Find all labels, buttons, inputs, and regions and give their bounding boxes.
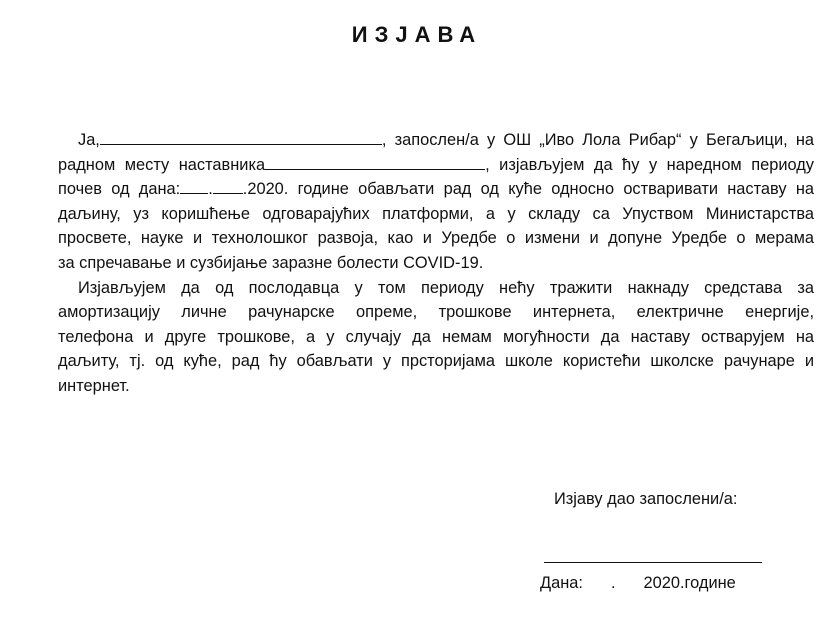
- signature-label: Изјаву дао запослени/а:: [554, 490, 738, 508]
- text-ja: Ја,: [78, 131, 100, 149]
- paragraph-statement: [38, 128, 814, 276]
- paragraph1-line2: [38, 153, 814, 178]
- paragraph2-line4: даљиту, тј. од куће, рад ћу обављати у прсторијама школе користећи школске рачунаре и: [58, 352, 814, 371]
- text-workplace: радном месту наставника: [58, 155, 266, 174]
- workplace-blank: [265, 155, 485, 170]
- paragraph2-line1: Изјављујем да од послодавца у том периоду нећу тражити накнаду средстава за: [78, 278, 814, 297]
- name-blank: [100, 130, 382, 145]
- signature-date-dot: .: [610, 574, 616, 592]
- signature-line: [544, 562, 762, 563]
- text-declare: , изјављујем да ћу у наредном периоду: [485, 155, 814, 174]
- paragraph1-line1: [38, 128, 814, 153]
- document-body: [38, 128, 814, 399]
- paragraph2-line3: телефона и друге трошкове, а у случају да немам могућности да наставу остварујем на: [58, 327, 814, 346]
- paragraph1-line5: просвете, науке и технолошког развоја, као и Уредбе о измени и допуне Уредбе о мерама: [58, 229, 814, 248]
- document-title: ИЗЈАВА: [351, 22, 483, 47]
- date-suffix: 2020.године: [643, 574, 736, 592]
- paragraph-compensation: [38, 276, 814, 399]
- month-blank: [213, 179, 243, 194]
- paragraph1-line4: даљину, уз коришћење одговарајућих платформи, а у складу са Упуством Министарства: [58, 204, 814, 223]
- text-year-work: .2020. године обављати рад од куће односно остваривати наставу на: [242, 180, 814, 199]
- date-dot: .: [208, 180, 213, 199]
- text-starting-date: почев од дана:: [58, 180, 181, 199]
- paragraph2-line2: амортизацију личне рачунарске опреме, трошкове интернета, електричне енергије,: [58, 303, 814, 322]
- paragraph1-line3: [38, 177, 814, 202]
- paragraph2-line5: интернет.: [58, 376, 130, 395]
- paragraph1-line6: за спречавање и сузбијање заразне болести COVID-19.: [58, 253, 484, 272]
- date-prefix: Дана:: [540, 574, 583, 592]
- day-blank: [180, 179, 208, 194]
- text-employed-at: , запослен/а у ОШ „Иво Лола Рибар“ у Бегаљици, на: [381, 131, 814, 149]
- signature-date: [540, 574, 736, 593]
